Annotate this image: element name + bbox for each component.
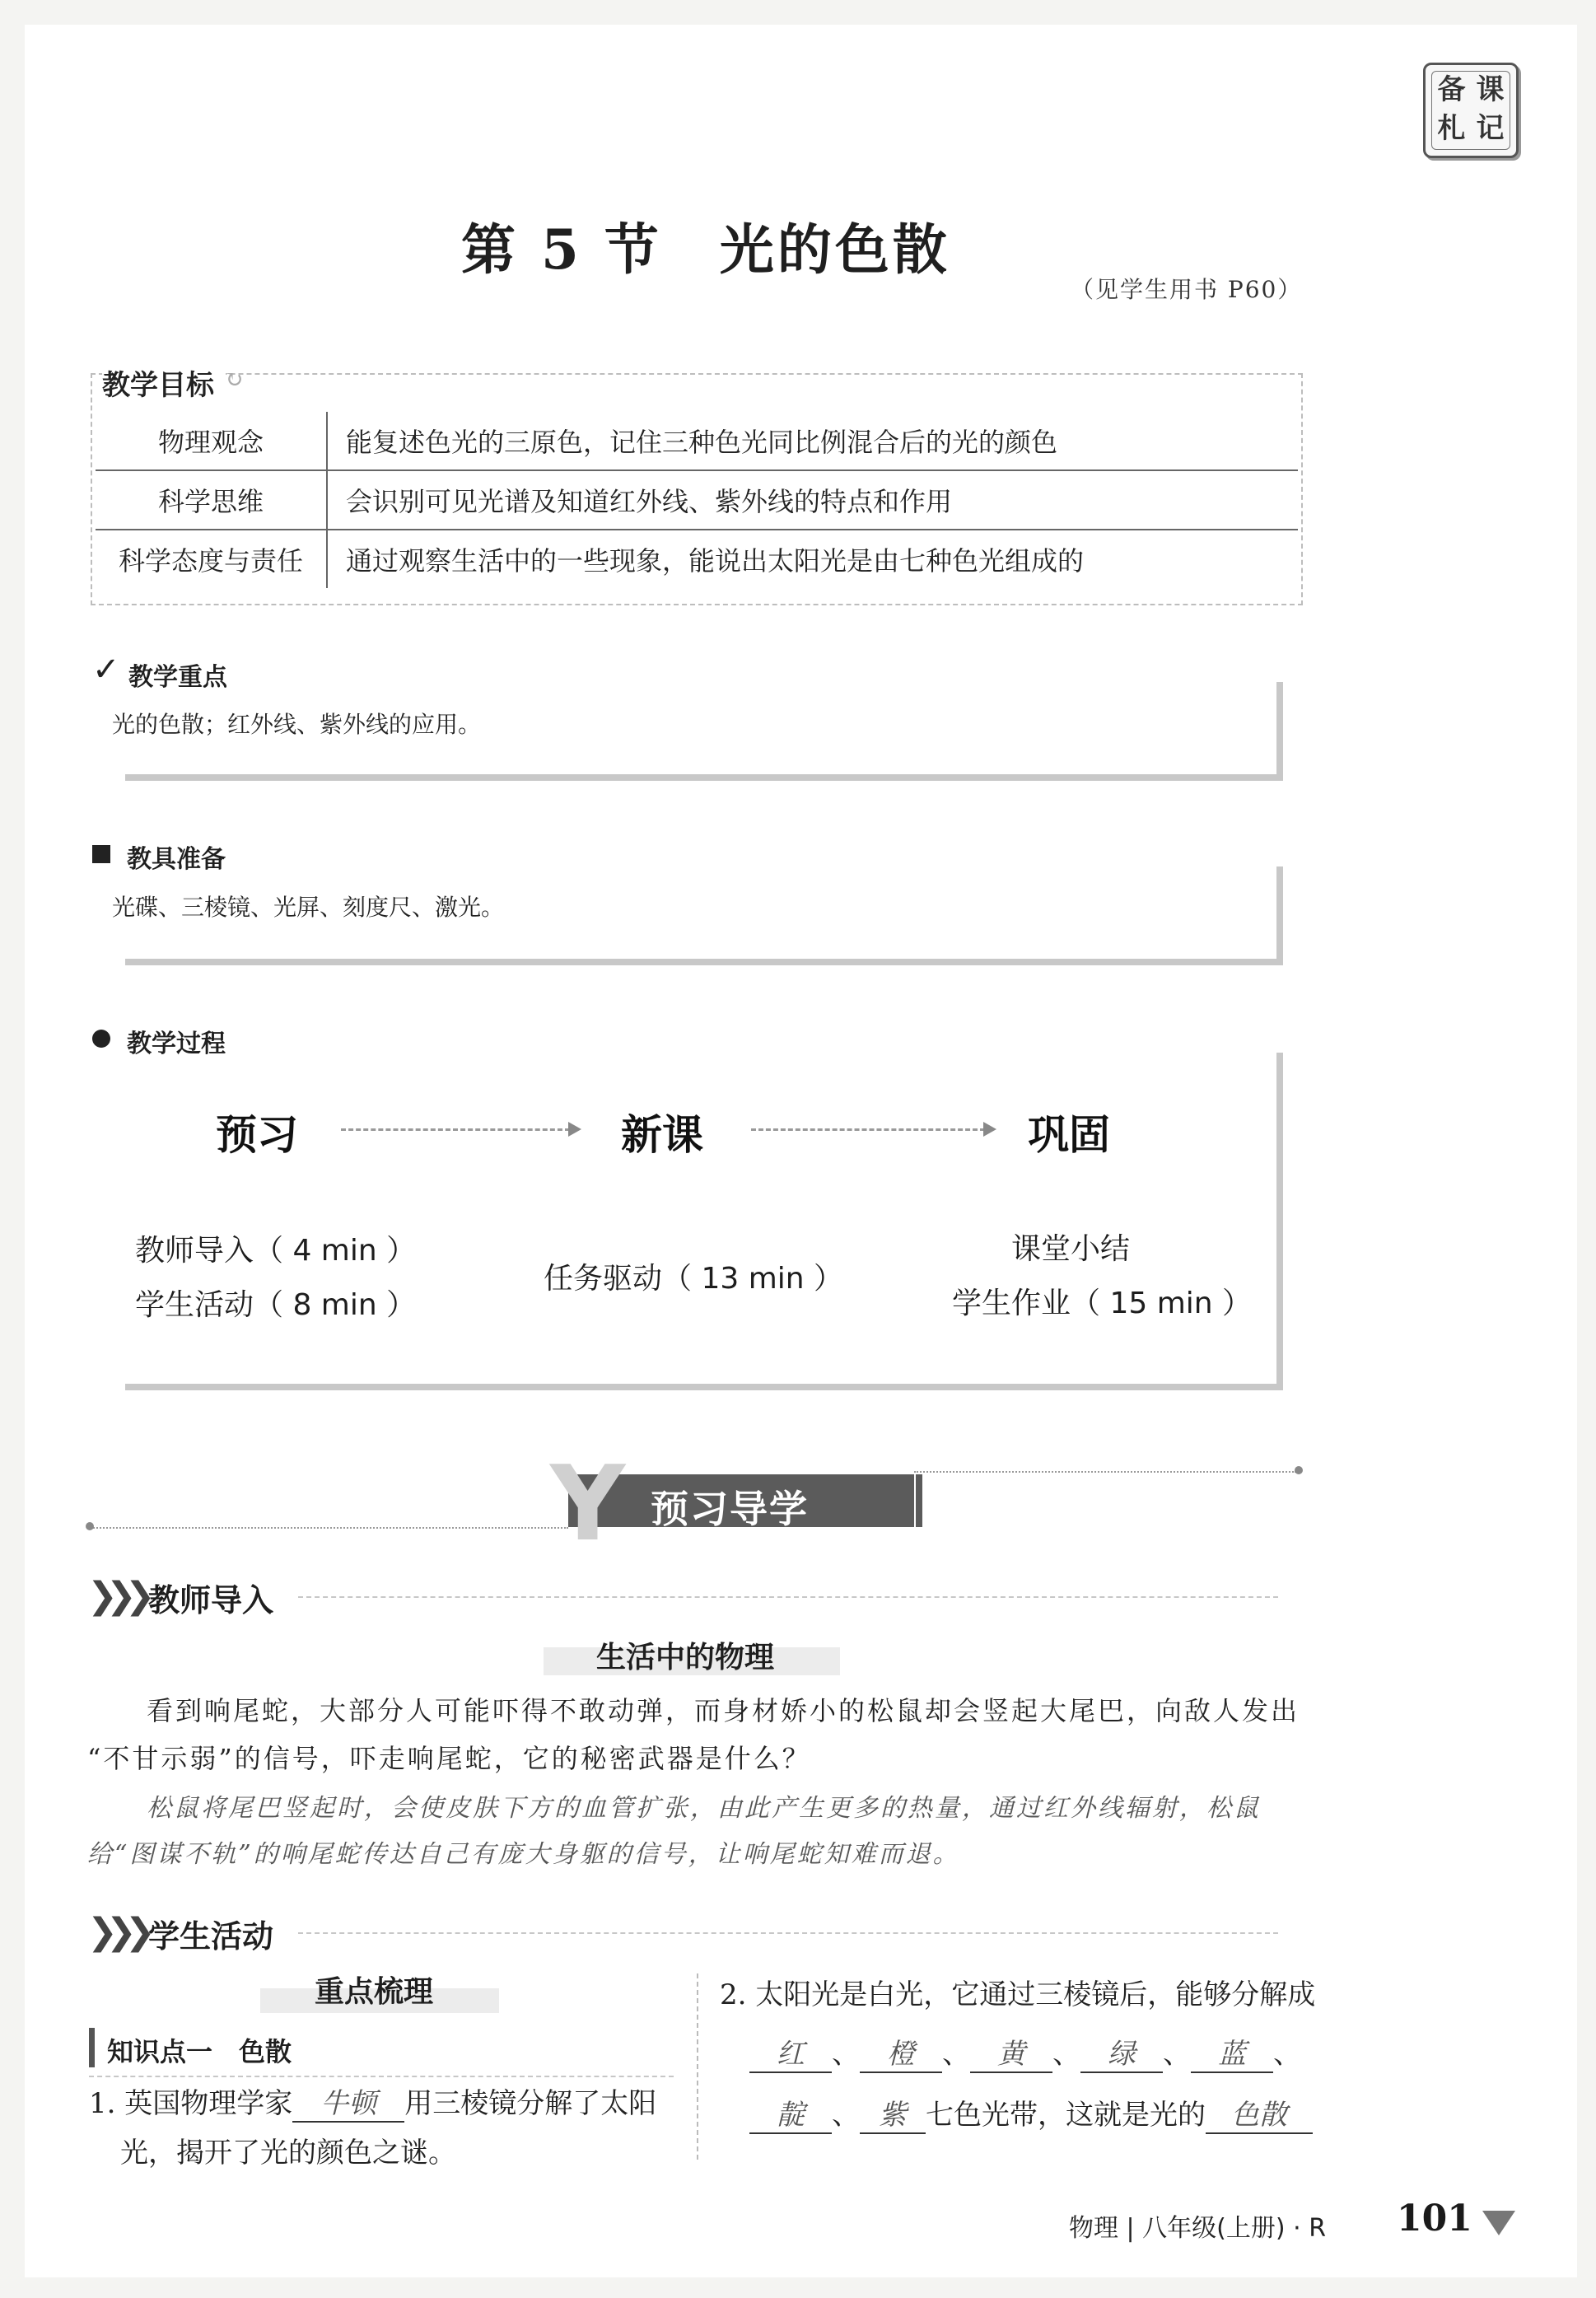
focus-label: 教学重点 [128, 663, 227, 692]
focus-content: 光的色散；红外线、紫外线的应用。 [112, 711, 482, 738]
process-item: 学生作业（ 15 min ） [952, 1287, 1253, 1320]
intro-answer-line: 给“图谋不轨”的响尾蛇传达自己有庞大身躯的信号，让响尾蛇知难而退。 [87, 1840, 960, 1869]
question-2-line3 [749, 2092, 1313, 2134]
process-box-shadow [1276, 1053, 1283, 1390]
separator: 、 [1273, 2038, 1301, 2071]
objective-key: 物理观念 [96, 412, 327, 470]
key-points-title: 重点梳理 [315, 1975, 434, 2009]
table-row [96, 412, 1298, 470]
process-box-shadow [125, 1384, 1283, 1390]
focus-box-shadow [125, 774, 1283, 781]
process-item: 任务驱动（ 13 min ） [544, 1262, 844, 1296]
objective-value: 能复述色光的三原色，记住三种色光同比例混合后的光的颜色 [327, 412, 1298, 470]
question-1-prefix: 1. 英国物理学家 [89, 2087, 293, 2120]
page-title: 第 5 节 光的色散 [461, 217, 950, 282]
answer-blank: 橙 [860, 2031, 942, 2073]
section-subtitle: 生活中的物理 [596, 1641, 775, 1674]
banner-edge [916, 1474, 922, 1527]
intro-answer-line: 松鼠将尾巴竖起时，会使皮肤下方的血管扩张，由此产生更多的热量，通过红外线辐射，松鼠 [147, 1794, 1261, 1823]
answer-blank: 绿 [1080, 2031, 1163, 2073]
objective-key: 科学思维 [96, 470, 327, 530]
stage-consolidate: 巩固 [1028, 1111, 1110, 1159]
circle-bullet-icon [92, 1030, 110, 1048]
flow-arrow [341, 1128, 570, 1131]
divider-dot [1295, 1466, 1303, 1474]
answer-blank: 黄 [970, 2031, 1052, 2073]
student-activity-heading: 学生活动 [148, 1917, 274, 1955]
stamp-char: 记 [1476, 112, 1505, 145]
question-2: 2. 太阳光是白光，它通过三棱镜后，能够分解成 [720, 1978, 1316, 2011]
intro-question-line: “不甘示弱”的信号，吓走响尾蛇，它的秘密武器是什么？ [87, 1743, 811, 1774]
question-2-mid: 七色光带，这就是光的 [926, 2099, 1206, 2132]
banner-letter: Y [550, 1443, 626, 1564]
flow-arrow [751, 1128, 985, 1131]
chevrons-icon: ❯❯❯ [87, 1911, 144, 1953]
knowledge-point-marker [89, 2028, 95, 2067]
equipment-box-shadow [1276, 866, 1283, 965]
answer-blank: 红 [749, 2031, 832, 2073]
process-item: 学生活动（ 8 min ） [135, 1288, 417, 1322]
footer-book-label: 物理 | 八年级(上册) · R [1069, 2214, 1327, 2243]
equipment-label: 教具准备 [127, 845, 226, 874]
answer-blank: 牛顿 [292, 2081, 404, 2123]
stamp-char: 课 [1476, 73, 1505, 106]
heading-rule [298, 1596, 1278, 1598]
answer-blank: 色散 [1206, 2092, 1313, 2134]
divider [914, 1471, 1296, 1473]
stamp-char: 札 [1437, 112, 1466, 145]
answer-blank: 紫 [860, 2092, 926, 2134]
knowledge-point-rule [89, 2076, 674, 2077]
divider [91, 1527, 568, 1529]
question-1-suffix: 用三棱镜分解了太阳 [404, 2087, 657, 2120]
separator: 、 [942, 2038, 970, 2071]
divider-dot [86, 1522, 94, 1530]
lesson-notes-stamp [1423, 63, 1519, 158]
answer-blank: 靛 [749, 2092, 832, 2134]
arrow-head-icon [983, 1122, 996, 1137]
knowledge-point-title: 知识点一 色散 [107, 2036, 292, 2067]
stamp-char: 备 [1437, 73, 1466, 106]
stage-preview: 预习 [216, 1111, 298, 1159]
separator: 、 [1163, 2038, 1191, 2071]
arrow-head-icon [568, 1122, 581, 1137]
table-row [96, 530, 1298, 588]
page-number: 101 [1397, 2198, 1472, 2240]
separator: 、 [1052, 2038, 1080, 2071]
focus-box-shadow [1276, 682, 1283, 781]
heading-rule [298, 1932, 1278, 1934]
objectives-label: 教学目标 [102, 362, 226, 403]
check-icon: ✓ [92, 651, 120, 689]
equipment-content: 光碟、三棱镜、光屏、刻度尺、激光。 [112, 894, 505, 921]
objectives-table [96, 412, 1298, 588]
teacher-intro-heading: 教师导入 [148, 1581, 274, 1618]
column-divider [697, 1973, 698, 2160]
stage-new-lesson: 新课 [621, 1111, 703, 1159]
objective-value: 通过观察生活中的一些现象，能说出太阳光是由七种色光组成的 [346, 545, 1085, 577]
banner-title: 预习导学 [651, 1487, 809, 1531]
separator: 、 [832, 2099, 860, 2132]
process-label: 教学过程 [127, 1030, 226, 1058]
swirl-icon: ↻ [224, 366, 244, 393]
objective-value: 会识别可见光谱及知道红外线、紫外线的特点和作用 [327, 470, 1298, 530]
question-1-line2: 光，揭开了光的颜色之谜。 [120, 2137, 456, 2170]
intro-question-line: 看到响尾蛇，大部分人可能吓得不敢动弹，而身材娇小的松鼠却会竖起大尾巴，向敌人发出 [147, 1695, 1300, 1726]
answer-blank: 蓝 [1191, 2031, 1273, 2073]
objective-key: 科学态度与责任 [96, 530, 327, 588]
process-item: 教师导入（ 4 min ） [135, 1234, 417, 1268]
process-item: 课堂小结 [1011, 1232, 1131, 1266]
square-bullet-icon [92, 845, 110, 863]
separator: 、 [832, 2038, 860, 2071]
question-1 [89, 2081, 656, 2123]
equipment-box-shadow [125, 959, 1283, 965]
chevrons-icon: ❯❯❯ [87, 1575, 144, 1617]
table-row [96, 470, 1298, 530]
corner-ornament-icon [1482, 2211, 1515, 2235]
question-2-line2 [749, 2031, 1301, 2073]
student-book-reference: （见学生用书 P60） [1071, 276, 1303, 303]
